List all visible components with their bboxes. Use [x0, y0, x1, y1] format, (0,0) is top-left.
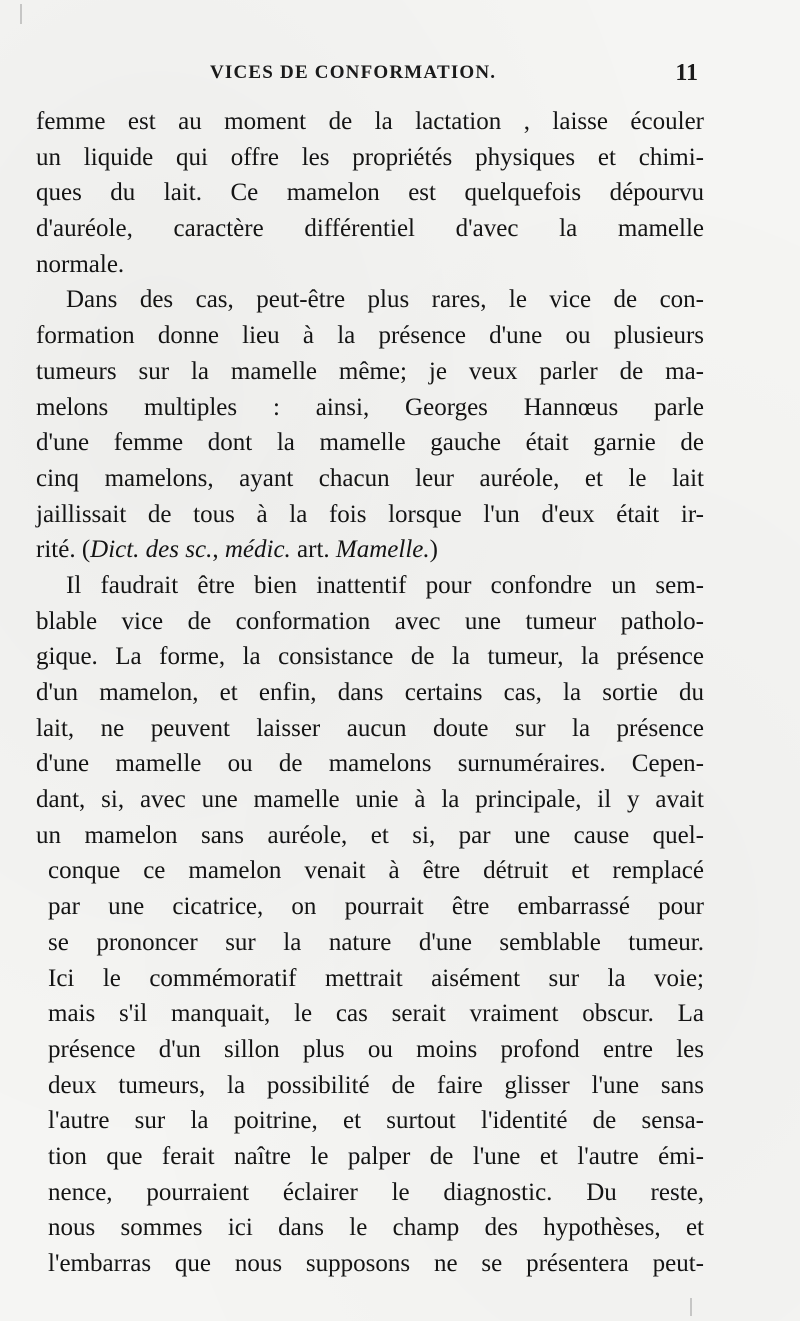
- text-line: d'auréole, caractère différentiel d'avec la mamelle: [36, 215, 704, 243]
- text-line: lait, ne peuvent laisser aucun doute sur la présence: [36, 714, 704, 742]
- page-edge-mark: [20, 4, 22, 24]
- text-line: d'une femme dont la mamelle gauche était garnie de: [36, 429, 704, 457]
- text-line: présence d'un sillon plus ou moins profond entre les: [48, 1035, 704, 1063]
- text-line: gique. La forme, la consistance de la tumeur, la présence: [36, 643, 704, 671]
- text-line: dant, si, avec une mamelle unie à la principale, il y avait: [36, 786, 704, 814]
- text-line: nous sommes ici dans le champ des hypothèses, et: [48, 1214, 704, 1242]
- citation-section: médic.: [224, 536, 291, 564]
- text-line: Dans des cas, peut-être plus rares, le vice de con-: [66, 286, 704, 314]
- text-line: se prononcer sur la nature d'une semblable tumeur.: [48, 928, 704, 956]
- text-line: mais s'il manquait, le cas serait vraiment obscur. La: [48, 1000, 704, 1028]
- text-line: Il faudrait être bien inattentif pour confondre un sem-: [66, 571, 704, 599]
- text-line: ques du lait. Ce mamelon est quelquefois dépourvu: [36, 179, 704, 207]
- text-line: normale.: [36, 250, 125, 278]
- citation-line: [36, 532, 704, 568]
- text-line: un liquide qui offre les propriétés physiques et chimi-: [36, 143, 704, 171]
- page-edge-mark: [690, 1298, 692, 1316]
- citation-prefix: rité. (: [36, 536, 91, 564]
- text-line: melons multiples : ainsi, Georges Hannœus parle: [36, 393, 704, 421]
- citation-mid: art.: [290, 536, 336, 564]
- text-line: deux tumeurs, la possibilité de faire glisser l'une sans: [48, 1071, 704, 1099]
- text-line: par une cicatrice, on pourrait être embarrassé pour: [48, 893, 704, 921]
- text-line: d'une mamelle ou de mamelons surnuméraires. Cepen-: [36, 750, 704, 778]
- citation-article: Mamelle.: [335, 536, 430, 564]
- text-line: formation donne lieu à la présence d'une ou plusieurs: [36, 322, 704, 350]
- page-number: 11: [675, 60, 698, 86]
- text-line: tion que ferait naître le palper de l'une et l'autre émi-: [48, 1142, 704, 1170]
- running-title: VICES DE CONFORMATION.: [210, 62, 497, 83]
- text-line: conque ce mamelon venait à être détruit et remplacé: [48, 857, 704, 885]
- text-line: un mamelon sans auréole, et si, par une cause quel-: [36, 821, 704, 849]
- text-line: jaillissait de tous à la fois lorsque l'un d'eux était ir-: [36, 500, 704, 528]
- body-text: [36, 104, 704, 1282]
- text-line: blable vice de conformation avec une tumeur patholo-: [36, 607, 704, 635]
- text-line: cinq mamelons, ayant chacun leur auréole, et le lait: [36, 464, 704, 492]
- citation-work: Dict. des sc.: [90, 536, 213, 564]
- citation-sep: ,: [212, 536, 225, 564]
- text-line: d'un mamelon, et enfin, dans certains cas, la sortie du: [36, 679, 704, 706]
- citation-suffix: ): [429, 536, 438, 564]
- text-line: tumeurs sur la mamelle même; je veux parler de ma-: [36, 357, 704, 385]
- text-line: femme est au moment de la lactation , laisse écouler: [36, 108, 704, 135]
- text-line: l'embarras que nous supposons ne se présentera peut-: [48, 1250, 704, 1277]
- text-line: Ici le commémoratif mettrait aisément sur la voie;: [48, 964, 704, 992]
- text-line: l'autre sur la poitrine, et surtout l'identité de sensa-: [48, 1107, 704, 1135]
- running-head: [210, 62, 700, 92]
- text-line: nence, pourraient éclairer le diagnostic. Du reste,: [48, 1178, 704, 1206]
